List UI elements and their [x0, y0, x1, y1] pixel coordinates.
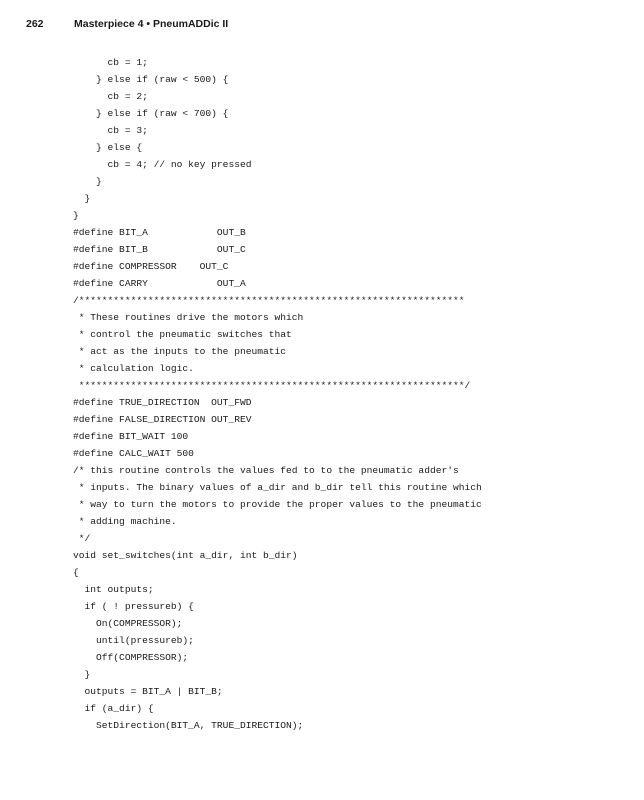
code-line: Off(COMPRESSOR);: [73, 652, 189, 663]
code-line: * act as the inputs to the pneumatic: [73, 346, 287, 357]
code-line: *******************************************************************/: [73, 380, 471, 391]
code-line: }: [73, 669, 91, 680]
code-line: cb = 2;: [73, 91, 148, 102]
code-line: } else {: [73, 142, 143, 153]
code-line: #define BIT_A OUT_B: [73, 227, 246, 238]
running-head: [26, 16, 228, 32]
code-line: void set_switches(int a_dir, int b_dir): [73, 550, 298, 561]
code-line: SetDirection(BIT_A, TRUE_DIRECTION);: [73, 720, 304, 731]
code-line: #define COMPRESSOR OUT_C: [73, 261, 229, 272]
code-line: On(COMPRESSOR);: [73, 618, 183, 629]
code-line: #define BIT_WAIT 100: [73, 431, 189, 442]
code-line: } else if (raw < 700) {: [73, 108, 229, 119]
code-line: } else if (raw < 500) {: [73, 74, 229, 85]
code-line: * calculation logic.: [73, 363, 194, 374]
code-line: until(pressureb);: [73, 635, 194, 646]
code-line: cb = 3;: [73, 125, 148, 136]
code-line: outputs = BIT_A | BIT_B;: [73, 686, 223, 697]
code-line: }: [73, 176, 102, 187]
code-line: * way to turn the motors to provide the proper values to the pneumatic: [73, 499, 482, 510]
code-line: #define CARRY OUT_A: [73, 278, 246, 289]
code-line: }: [73, 193, 91, 204]
code-line: int outputs;: [73, 584, 154, 595]
code-listing: [73, 54, 482, 734]
code-line: if (a_dir) {: [73, 703, 154, 714]
code-line: /* this routine controls the values fed to to the pneumatic adder's: [73, 465, 459, 476]
code-line: #define CALC_WAIT 500: [73, 448, 194, 459]
chapter-title: Masterpiece 4 • PneumADDic II: [74, 18, 229, 30]
code-line: #define FALSE_DIRECTION OUT_REV: [73, 414, 252, 425]
code-line: */: [73, 533, 91, 544]
code-line: #define TRUE_DIRECTION OUT_FWD: [73, 397, 252, 408]
code-line: cb = 1;: [73, 57, 148, 68]
code-line: #define BIT_B OUT_C: [73, 244, 246, 255]
code-line: /*******************************************************************: [73, 295, 465, 306]
code-line: cb = 4; // no key pressed: [73, 159, 252, 170]
code-line: }: [73, 210, 79, 221]
code-line: * inputs. The binary values of a_dir and b_dir tell this routine which: [73, 482, 482, 493]
page-number: 262: [26, 18, 44, 30]
code-line: * These routines drive the motors which: [73, 312, 304, 323]
code-line: * adding machine.: [73, 516, 177, 527]
code-line: {: [73, 567, 79, 578]
code-line: * control the pneumatic switches that: [73, 329, 292, 340]
code-line: if ( ! pressureb) {: [73, 601, 194, 612]
